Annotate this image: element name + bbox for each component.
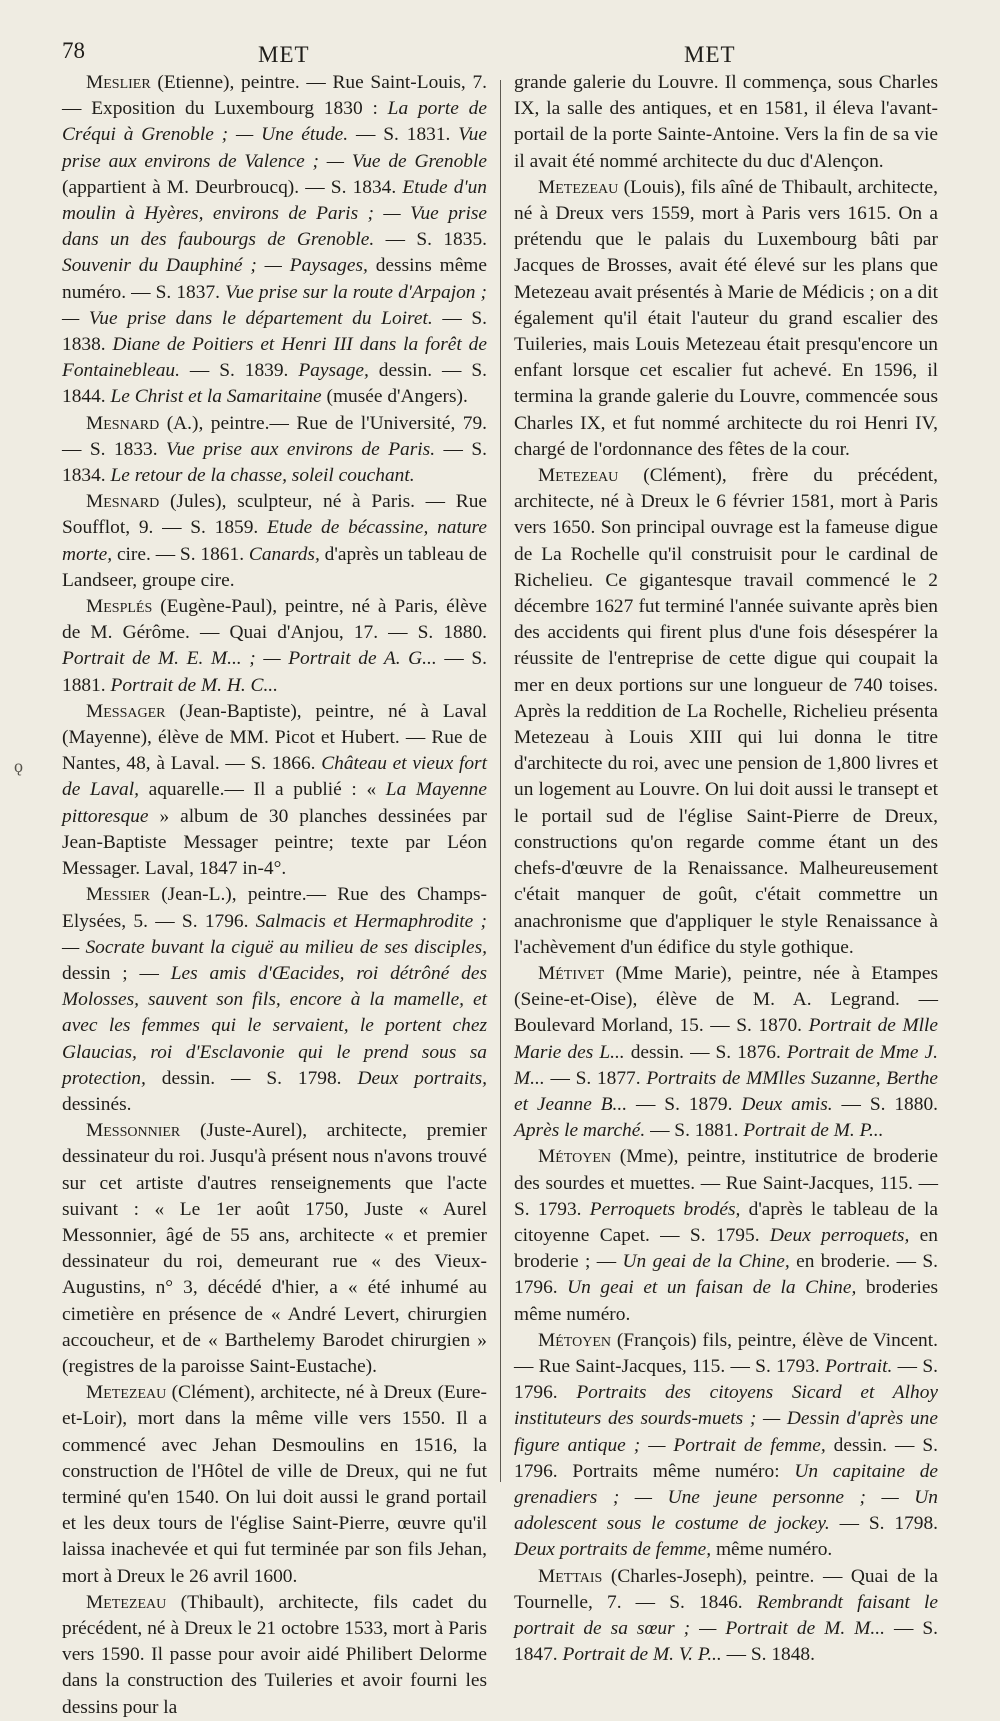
entry-mesnard-a bbox=[62, 411, 487, 490]
entry-text: (appartient à M. Deurbroucq). — S. 1834. bbox=[62, 176, 403, 198]
work-title: Portrait. bbox=[825, 1355, 893, 1377]
entry-meslier bbox=[62, 70, 487, 411]
work-title: Etude de bécassine, nature morte, bbox=[62, 517, 487, 565]
work-title: Vue prise aux environs de Paris. bbox=[166, 438, 436, 460]
entry-text: même numéro. bbox=[711, 1539, 833, 1561]
entry-continuation bbox=[514, 70, 938, 175]
work-title: Portraits des citoyens Sicard et Alhoy instituteurs des sourds-muets ; — Dessin d'après une figure antique ; — Portrait de femme, bbox=[514, 1382, 938, 1456]
entry-name: Messier bbox=[86, 884, 150, 906]
entry-text: dessinés. bbox=[62, 1093, 132, 1115]
entry-text: — S. 1796. bbox=[514, 1355, 938, 1404]
work-title: Deux portraits, bbox=[357, 1067, 488, 1089]
work-title: Deux amis. bbox=[741, 1093, 833, 1115]
work-title: Le retour de la chasse, soleil couchant. bbox=[110, 465, 415, 487]
entry-text: — S. 1877. bbox=[544, 1067, 647, 1089]
running-head-right: MET bbox=[684, 42, 736, 67]
entry-text: aquarelle.— Il a publié : « bbox=[138, 779, 386, 801]
entry-text: — S. 1838. bbox=[62, 307, 488, 356]
entry-text: (Thibault), architecte, fils cadet du précédent, né à Dreux le 21 octobre 1533, mort à Paris vers 1590. Il passe pour avoir aidé Philibert Delorme dans la construction des Tuileries et avoir fourni les dessins pour la bbox=[62, 1591, 487, 1718]
work-title: Rembrandt faisant le portrait de sa sœur ; — Portrait de M. M... bbox=[514, 1591, 938, 1639]
entry-name: Messager bbox=[86, 700, 166, 722]
entry-text: (Jules), sculpteur, né à Paris. — Rue Soufflot, 9. — S. 1859. bbox=[62, 491, 487, 539]
entry-text: — S. 1881. bbox=[645, 1120, 744, 1142]
entry-metoyen-mme bbox=[514, 1144, 938, 1327]
entry-name: Métoyen bbox=[538, 1146, 611, 1168]
column-divider bbox=[500, 80, 501, 1482]
entry-text: — S. 1835. bbox=[374, 229, 487, 251]
work-title: Un capitaine de grenadiers ; — Une jeune personne ; — Un adolescent sous le costume de jockey. bbox=[514, 1460, 938, 1535]
entry-name: Mettais bbox=[538, 1565, 603, 1587]
entry-name: Metezeau bbox=[538, 465, 619, 487]
margin-mark: ǫ bbox=[14, 756, 23, 776]
work-title: Deux portraits de femme, bbox=[514, 1539, 712, 1561]
entry-text: dessins même numéro. — S. 1837. bbox=[62, 255, 487, 303]
running-head-left: MET bbox=[258, 42, 310, 67]
entry-metoyen-francois bbox=[514, 1328, 938, 1564]
entry-metezeau-clement-1 bbox=[62, 1380, 487, 1590]
entry-text: dessin. — S. 1844. bbox=[62, 360, 487, 408]
entry-text: grande galerie du Louvre. Il commença, sous Charles IX, la salle des antiques, et en 1581, il éleva l'avant-portail de la porte Sainte-Antoine. Vers la fin de sa vie il avait été nommé architecte du duc d'Alençon. bbox=[514, 72, 938, 172]
entry-name: Meslier bbox=[86, 72, 151, 93]
work-title: Portrait de M. E. M... ; — Portrait de A. G... bbox=[62, 648, 437, 670]
work-title: Portrait de M. V. P... bbox=[562, 1644, 722, 1666]
work-title: Portrait de Mlle Marie des L... bbox=[514, 1015, 938, 1063]
entry-text: (François) fils, peintre, élève de Vincent. — Rue Saint-Jacques, 115. — S. 1793. bbox=[514, 1329, 938, 1377]
work-title: Deux perroquets, bbox=[769, 1224, 910, 1246]
entry-text: broderies même numéro. bbox=[514, 1277, 939, 1325]
work-title: Diane de Poitiers et Henri III dans la forêt de Fontainebleau. bbox=[62, 334, 487, 382]
entry-name: Métoyen bbox=[538, 1329, 611, 1351]
work-title: Etude d'un moulin à Hyères, environs de Paris ; — Vue prise dans un des faubourgs de Grenoble. bbox=[62, 176, 487, 251]
entry-text: (musée d'Angers). bbox=[321, 386, 468, 408]
entry-text: d'après un tableau de Landseer, groupe cire. bbox=[62, 543, 487, 591]
entry-text: en broderie. — S. 1796. bbox=[514, 1251, 939, 1299]
work-title: Un geai et un faisan de la Chine, bbox=[567, 1277, 857, 1299]
entry-text: (Eugène-Paul), peintre, né à Paris, élève de M. Gérôme. — Quai d'Anjou, 17. — S. 1880. bbox=[62, 596, 487, 644]
entry-text: dessin ; — bbox=[62, 962, 171, 984]
entry-text: (Jean-Baptiste), peintre, né à Laval (Mayenne), élève de MM. Picot et Hubert. — Rue de Nantes, 48, à Laval. — S. 1866. bbox=[62, 700, 487, 775]
entry-text: cire. — S. 1861. bbox=[112, 543, 249, 565]
entry-text: (Louis), fils aîné de Thibault, architecte, né à Dreux vers 1559, mort à Paris vers 1615. On a prétendu que le palais du Luxembourg bâti par Jacques de Brosses, avait été élevé sur les plans que Metezeau avait présentés à Marie de Médicis ; on a dit également qu'il était l'auteur du grand escalier des Tuileries, mais Louis Metezeau était presqu'encore un enfant lorsque cet escalier fut achevé. En 1596, il termina la grande galerie du Louvre, commencée sous Charles IX, et fut nommé architecte du roi Henri IV, chargé de l'ordonnance des fêtes de la cour. bbox=[514, 176, 938, 460]
work-title: Vue prise aux environs de Valence ; — Vue de Grenoble bbox=[62, 124, 487, 172]
entry-messonnier bbox=[62, 1118, 487, 1380]
entry-name: Mesnard bbox=[86, 412, 160, 434]
entry-messier bbox=[62, 882, 487, 1118]
entry-name: Metezeau bbox=[86, 1382, 167, 1404]
entry-text: (Mme), peintre, institutrice de broderie des sourdes et muettes. — Rue Saint-Jacques, 115. — S. 1793. bbox=[514, 1146, 938, 1220]
work-title: La Mayenne pittoresque bbox=[62, 779, 487, 827]
entry-text: (Jean-L.), peintre.— Rue des Champs-Elysées, 5. — S. 1796. bbox=[62, 884, 487, 932]
entry-text: — S. 1798. bbox=[829, 1513, 939, 1535]
entry-works bbox=[514, 1356, 938, 1560]
work-title: Les amis d'Œacides, roi détrôné des Molosses, sauvent son fils, encore à la mamelle, et avec les femmes qui le servaient, le portent chez Glaucias, roi d'Esclavonie qui le prend sous sa protection, bbox=[62, 962, 487, 1089]
entry-metezeau-louis bbox=[514, 175, 938, 463]
entry-text: — S. 1831. bbox=[348, 124, 459, 146]
entry-text: (Juste-Aurel), architecte, premier dessinateur du roi. Jusqu'à présent nous n'avons trouvé sur cet artiste d'autres renseignements que l'acte suivant : « Le 1er août 1750, Juste « Aurel Messonnier, âgé de 55 ans, architecte « et premier dessinateur du roi, demeurant rue « des Vieux-Augustins, n° 3, décédé d'hier, a « été inhumé au cimetière en présence de « André Levert, chirurgien accoucheur, et de « Barthelemy Barodet chirurgien » (registres de la paroisse Saint-Eustache). bbox=[62, 1120, 487, 1377]
entry-text: — S. 1848. bbox=[721, 1644, 815, 1666]
work-title: Le Christ et la Samaritaine bbox=[110, 386, 322, 408]
entry-text: — S. 1839. bbox=[179, 360, 299, 382]
entry-text: dessin. — S. 1876. bbox=[624, 1041, 787, 1063]
entry-messager bbox=[62, 699, 487, 882]
right-column bbox=[514, 70, 938, 1668]
entry-works bbox=[62, 911, 487, 1115]
page-number: 78 bbox=[62, 38, 85, 63]
entry-name: Mesplés bbox=[86, 596, 153, 618]
work-title: Après le marché. bbox=[514, 1120, 646, 1142]
entry-mesnard-jules bbox=[62, 489, 487, 594]
work-title: Portraits de MMlles Suzanne, Berthe et Jeanne B... bbox=[514, 1067, 938, 1115]
work-title: Canards, bbox=[248, 543, 320, 565]
work-title: Un geai de la Chine, bbox=[622, 1251, 790, 1273]
left-column bbox=[62, 70, 487, 1721]
entry-works bbox=[62, 98, 487, 407]
entry-text: dessin. — S. 1798. bbox=[145, 1067, 358, 1089]
work-title: Portrait de M. P... bbox=[743, 1120, 884, 1142]
entry-text: — S. 1847. bbox=[514, 1617, 939, 1666]
entry-works bbox=[62, 648, 487, 695]
entry-text: (Clément), frère du précédent, architecte, né à Dreux le 6 février 1581, mort à Paris vers 1650. Son principal ouvrage est la fameuse digue de La Rochelle qu'il construisit pour le cardinal de Richelieu. Ce gigantesque travail commencé le 2 décembre 1627 fut terminé l'année suivante après bien des accidents qui firent plus d'une fois désespérer la réussite de l'entreprise de cette digue qui coupait la mer en deux portions sur une longueur de 740 toises. Après la reddition de La Rochelle, Richelieu présenta Metezeau à Louis XIII qui lui donna le titre d'architecte du roi, avec une pension de 1,800 livres et un logement au Louvre. On lui doit aussi le transept et le portail sud de l'église Saint-Pierre de Dreux, constructions qu'on regarde comme étant un des chefs-d'œuvre de la Renaissance. Malheureusement c'était manquer de goût, c'était commettre un anachronisme que d'appliquer le style Renaissance à l'achèvement d'un édifice du style gothique. bbox=[514, 465, 938, 958]
entry-text: (Charles-Joseph), peintre. — Quai de la Tournelle, 7. — S. 1846. bbox=[514, 1565, 938, 1613]
entry-name: Metezeau bbox=[86, 1591, 167, 1613]
work-title: Portrait de M. H. C... bbox=[110, 674, 278, 696]
work-title: Salmacis et Hermaphrodite ; — Socrate buvant la ciguë au milieu de ses disciples, bbox=[62, 910, 487, 958]
entry-text: » album de 30 planches dessinées par Jean-Baptiste Messager peintre; texte par Léon Messager. Laval, 1847 in-4°. bbox=[62, 805, 487, 880]
entry-text: en broderie ; — bbox=[514, 1224, 938, 1273]
work-title: Vue prise sur la route d'Arpajon ; — Vue prise dans le département du Loiret. bbox=[62, 281, 488, 329]
entry-name: Mesnard bbox=[86, 491, 160, 513]
entry-name: Messonnier bbox=[86, 1120, 181, 1142]
entry-metezeau-thibault bbox=[62, 1590, 487, 1721]
entry-name: Metezeau bbox=[538, 176, 619, 198]
entry-metezeau-clement-2 bbox=[514, 463, 938, 961]
entry-text: dessin. — S. 1796. Portraits même numéro: bbox=[514, 1434, 938, 1482]
work-title: Paysage, bbox=[298, 360, 369, 382]
entry-mesples bbox=[62, 594, 487, 699]
entry-metivet bbox=[514, 961, 938, 1144]
work-title: Perroquets brodés, bbox=[589, 1198, 741, 1220]
work-title: Portrait de Mme J. M... bbox=[514, 1041, 938, 1089]
entry-text: (A.), peintre.— Rue de l'Université, 79. — S. 1833. bbox=[62, 412, 487, 460]
entry-text: — S. 1834. bbox=[62, 438, 488, 487]
work-title: Souvenir du Dauphiné ; — Paysages, bbox=[62, 255, 368, 277]
work-title: La porte de Créqui à Grenoble ; — Une étude. bbox=[62, 98, 487, 146]
entry-mettais bbox=[514, 1564, 938, 1669]
entry-text: (Clément), architecte, né à Dreux (Eure-et-Loir), mort dans la même ville vers 1550. Il a commencé avec Jehan Desmoulins en 1516, la construction de l'Hôtel de ville de Dreux, qui ne fut terminé qu'en 1540. On lui doit aussi le grand portail et les deux tours de l'église Saint-Pierre, œuvre qu'il laissa inachevée et qui fut terminée par son fils Jehan, mort à Dreux le 26 avril 1600. bbox=[62, 1382, 487, 1587]
entry-text: — S. 1879. bbox=[627, 1093, 742, 1115]
entry-name: Métivet bbox=[538, 962, 605, 984]
entry-text: (Mme Marie), peintre, née à Etampes (Seine-et-Oise), élève de M. A. Legrand. — Boulevard Morland, 15. — S. 1870. bbox=[514, 962, 938, 1037]
entry-text: (Etienne), peintre. — Rue Saint-Louis, 7. — Exposition du Luxembourg 1830 : bbox=[62, 72, 487, 120]
work-title: Château et vieux fort de Laval, bbox=[62, 753, 487, 801]
entry-text: — S. 1881. bbox=[62, 648, 487, 696]
entry-text: — S. 1880. bbox=[832, 1093, 938, 1115]
entry-text: d'après le tableau de la citoyenne Capet. — S. 1795. bbox=[514, 1198, 938, 1246]
